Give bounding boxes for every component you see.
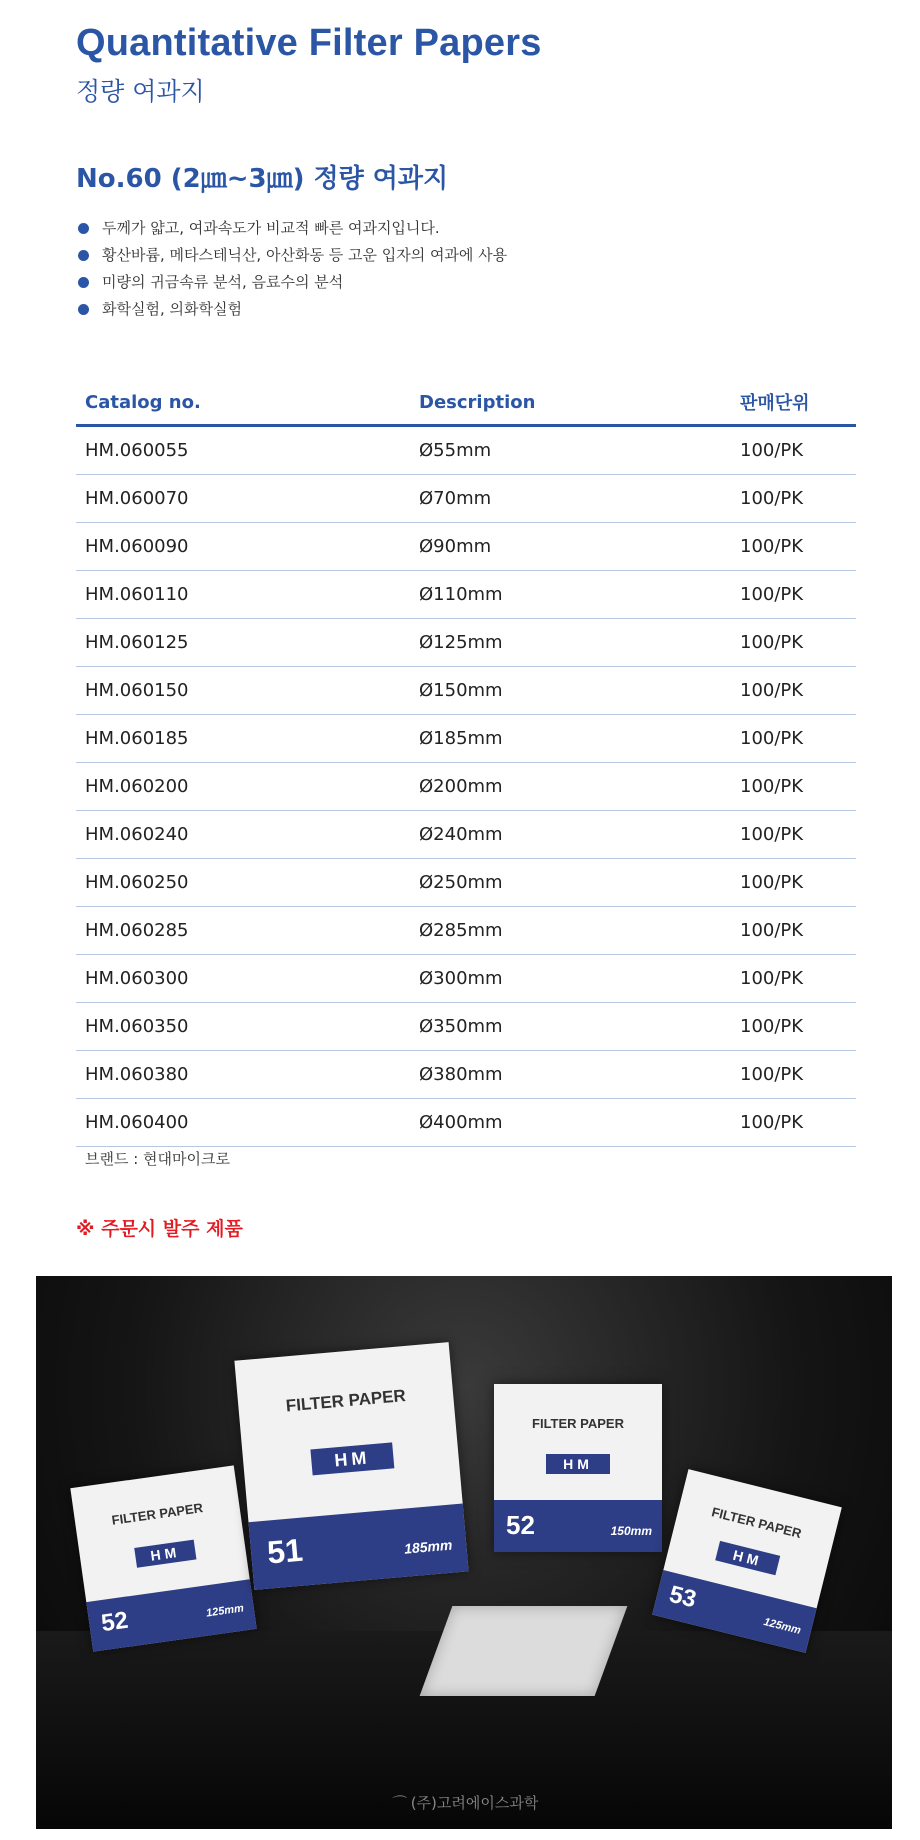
table-row — [76, 955, 856, 1003]
table-row — [76, 907, 856, 955]
brand-note: 브랜드 : 현대마이크로 — [85, 1150, 231, 1168]
company-logo-icon: ⌒ — [389, 1794, 405, 1812]
catalog-no-cell: HM.060300 — [85, 968, 189, 989]
description-cell: Ø250mm — [419, 872, 503, 893]
filter-box-52-center — [494, 1384, 662, 1552]
catalog-no-cell: HM.060285 — [85, 920, 189, 941]
description-cell: Ø125mm — [419, 632, 503, 653]
header-catalog-no: Catalog no. — [85, 391, 201, 413]
sales-unit-cell: 100/PK — [740, 1112, 804, 1133]
sales-unit-cell: 100/PK — [740, 440, 804, 461]
catalog-no-cell: HM.060380 — [85, 1064, 189, 1085]
box-label: FILTER PAPER — [110, 1500, 204, 1528]
box-number: 52 — [506, 1510, 535, 1540]
table-row — [76, 619, 856, 667]
bullet-icon — [78, 250, 89, 261]
open-box-tray — [420, 1606, 628, 1696]
box-brand-logo: HM — [546, 1454, 610, 1474]
sales-unit-cell: 100/PK — [740, 824, 804, 845]
description-cell: Ø200mm — [419, 776, 503, 797]
catalog-no-cell: HM.060250 — [85, 872, 189, 893]
catalog-no-cell: HM.060055 — [85, 440, 189, 461]
description-cell: Ø150mm — [419, 680, 503, 701]
product-photo — [36, 1276, 892, 1829]
catalog-no-cell: HM.060090 — [85, 536, 189, 557]
box-band — [494, 1500, 662, 1552]
table-row — [76, 1099, 856, 1147]
description-cell: Ø90mm — [419, 536, 492, 557]
sales-unit-cell: 100/PK — [740, 488, 804, 509]
table-row — [76, 523, 856, 571]
box-size: 125mm — [205, 1602, 245, 1620]
box-size: 150mm — [610, 1524, 652, 1538]
feature-item: 미량의 귀금속류 분석, 음료수의 분석 — [76, 272, 507, 299]
company-logo: ⌒ (주)고려에이스과학 — [389, 1794, 539, 1812]
sales-unit-cell: 100/PK — [740, 632, 804, 653]
header-sales-unit: 판매단위 — [740, 393, 810, 414]
feature-item: 두께가 얇고, 여과속도가 비교적 빠른 여과지입니다. — [76, 218, 507, 245]
table-row — [76, 763, 856, 811]
box-band — [249, 1503, 469, 1589]
catalog-no-cell: HM.060150 — [85, 680, 189, 701]
table-row — [76, 1051, 856, 1099]
description-cell: Ø380mm — [419, 1064, 503, 1085]
box-size: 185mm — [403, 1536, 453, 1557]
page-title: Quantitative Filter Papers — [76, 22, 542, 64]
feature-item: 황산바륨, 메타스테닉산, 아산화동 등 고운 입자의 여과에 사용 — [76, 245, 507, 272]
box-brand-logo: HM — [715, 1541, 780, 1575]
filter-box-53 — [652, 1469, 842, 1653]
bullet-icon — [78, 277, 89, 288]
description-cell: Ø185mm — [419, 728, 503, 749]
sales-unit-cell: 100/PK — [740, 776, 804, 797]
description-cell: Ø240mm — [419, 824, 503, 845]
table-row — [76, 715, 856, 763]
catalog-no-cell: HM.060350 — [85, 1016, 189, 1037]
bullet-icon — [78, 304, 89, 315]
catalog-no-cell: HM.060125 — [85, 632, 189, 653]
box-number: 53 — [666, 1580, 699, 1614]
sales-unit-cell: 100/PK — [740, 920, 804, 941]
sales-unit-cell: 100/PK — [740, 1064, 804, 1085]
box-number: 51 — [265, 1531, 305, 1571]
sales-unit-cell: 100/PK — [740, 872, 804, 893]
box-brand-logo: HM — [134, 1540, 196, 1568]
feature-list — [76, 218, 507, 326]
table-row — [76, 1003, 856, 1051]
box-label: FILTER PAPER — [532, 1416, 624, 1431]
catalog-no-cell: HM.060070 — [85, 488, 189, 509]
feature-item: 화학실험, 의화학실험 — [76, 299, 507, 326]
description-cell: Ø400mm — [419, 1112, 503, 1133]
catalog-no-cell: HM.060110 — [85, 584, 189, 605]
page-title-korean: 정량 여과지 — [76, 77, 205, 106]
box-brand-logo: HM — [310, 1442, 394, 1475]
header-description: Description — [419, 391, 536, 413]
box-number: 52 — [99, 1606, 130, 1638]
sales-unit-cell: 100/PK — [740, 536, 804, 557]
sales-unit-cell: 100/PK — [740, 680, 804, 701]
table-row — [76, 667, 856, 715]
filter-box-51 — [234, 1342, 468, 1590]
sales-unit-cell: 100/PK — [740, 968, 804, 989]
description-cell: Ø300mm — [419, 968, 503, 989]
sales-unit-cell: 100/PK — [740, 584, 804, 605]
catalog-table — [76, 380, 856, 1147]
description-cell: Ø110mm — [419, 584, 503, 605]
table-row — [76, 859, 856, 907]
table-row — [76, 571, 856, 619]
description-cell: Ø285mm — [419, 920, 503, 941]
filter-box-52-left — [70, 1465, 256, 1651]
sales-unit-cell: 100/PK — [740, 1016, 804, 1037]
catalog-no-cell: HM.060240 — [85, 824, 189, 845]
sales-unit-cell: 100/PK — [740, 728, 804, 749]
box-label: FILTER PAPER — [285, 1386, 407, 1416]
table-header — [76, 380, 856, 427]
product-subtitle: No.60 (2㎛~3㎛) 정량 여과지 — [76, 164, 449, 194]
box-size: 125mm — [762, 1616, 803, 1637]
table-row — [76, 475, 856, 523]
description-cell: Ø350mm — [419, 1016, 503, 1037]
catalog-no-cell: HM.060200 — [85, 776, 189, 797]
description-cell: Ø55mm — [419, 440, 492, 461]
box-label: FILTER PAPER — [710, 1504, 803, 1542]
catalog-no-cell: HM.060400 — [85, 1112, 189, 1133]
description-cell: Ø70mm — [419, 488, 492, 509]
table-row — [76, 427, 856, 475]
table-row — [76, 811, 856, 859]
order-note: ※ 주문시 발주 제품 — [76, 1218, 243, 1240]
bullet-icon — [78, 223, 89, 234]
catalog-no-cell: HM.060185 — [85, 728, 189, 749]
